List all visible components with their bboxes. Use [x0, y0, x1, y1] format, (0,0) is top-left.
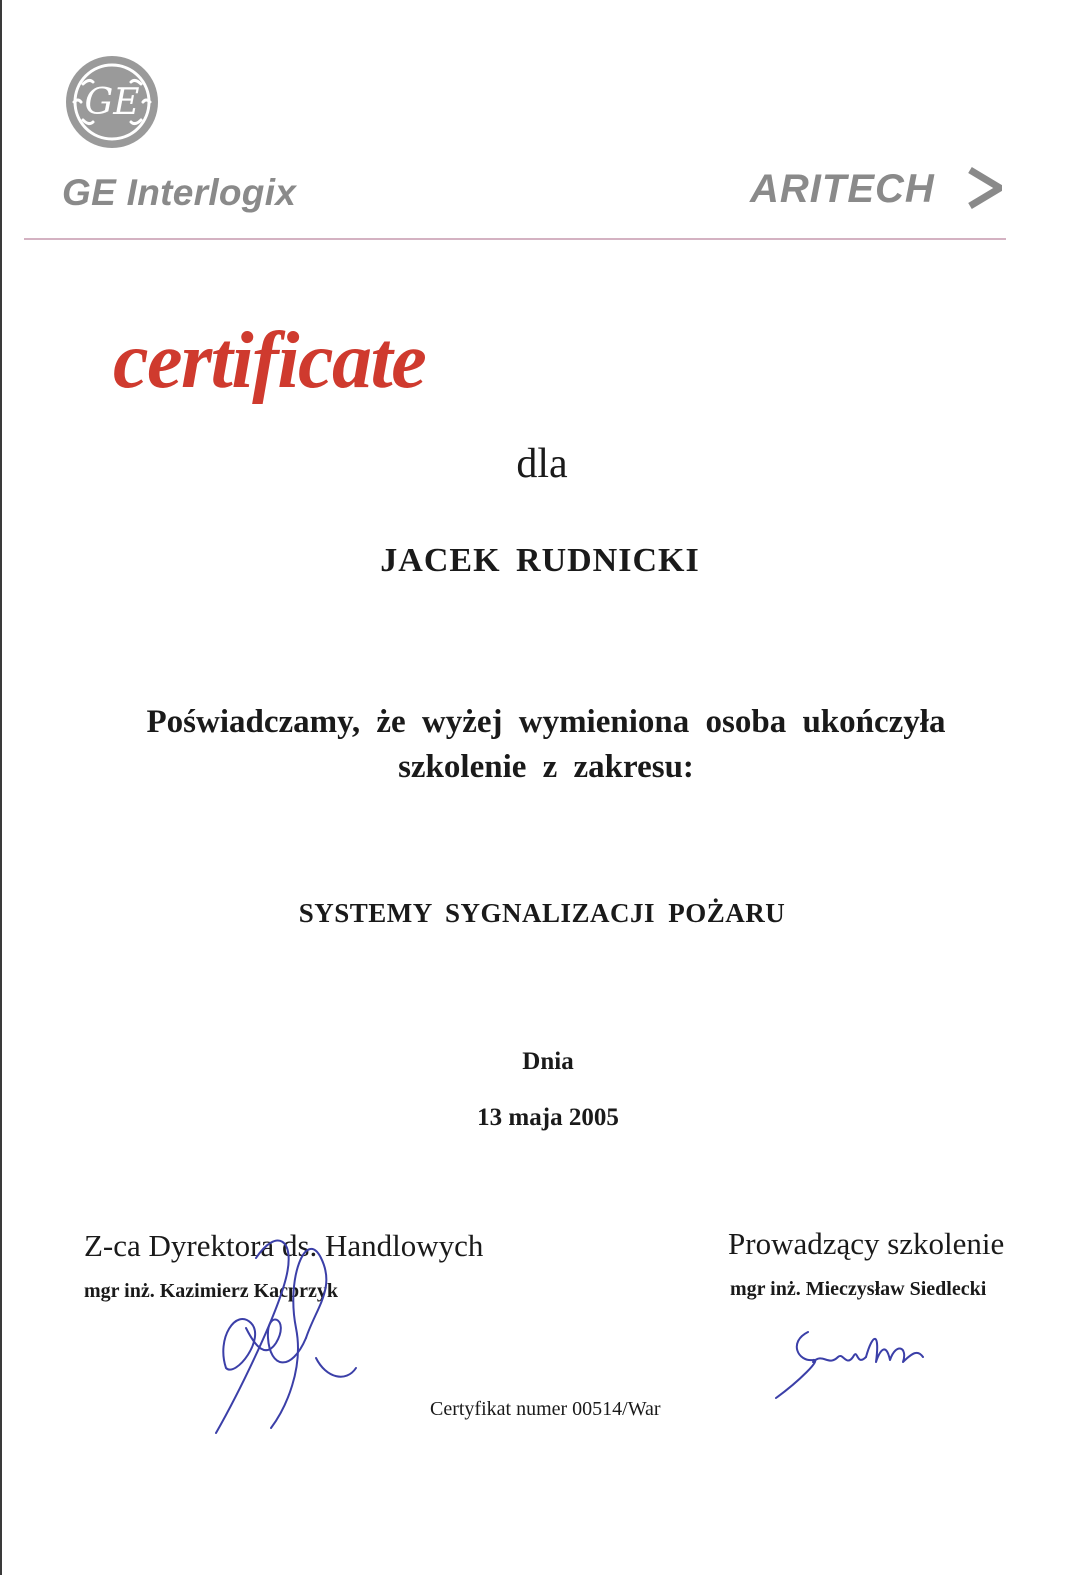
date-value: 13 maja 2005 — [477, 1104, 619, 1131]
left-signature-icon — [196, 1218, 366, 1438]
course-name: SYSTEMY SYGNALIZACJI POŻARU — [298, 898, 786, 928]
certificate-title: certificate — [113, 317, 426, 405]
date-label: Dnia — [522, 1048, 574, 1075]
left-signatory-name: mgr inż. Kazimierz Kacprzyk — [84, 1280, 339, 1302]
for-label: dla — [516, 441, 568, 487]
page-edge — [0, 0, 2, 1575]
logo-text: GE — [84, 82, 140, 123]
recipient-name: JACEK RUDNICKI — [380, 542, 700, 579]
right-signatory-role: Prowadzący szkolenie — [728, 1226, 1005, 1261]
brand-name: GE Interlogix — [62, 172, 297, 213]
ge-logo-icon — [64, 54, 160, 150]
partner-logo-text: ARITECH — [750, 167, 935, 211]
header-divider — [24, 238, 1006, 240]
aritech-logo-icon — [748, 162, 1002, 214]
right-signatory-name: mgr inż. Mieczysław Siedlecki — [730, 1278, 987, 1300]
right-signature-icon — [768, 1322, 928, 1402]
left-signatory-role: Z-ca Dyrektora ds. Handlowych — [84, 1228, 484, 1263]
certification-statement: Poświadczamy, że wyżej wymieniona osoba ukończyła szkolenie z zakresu: — [146, 704, 946, 785]
certificate-number: Certyfikat numer 00514/War — [430, 1398, 661, 1420]
